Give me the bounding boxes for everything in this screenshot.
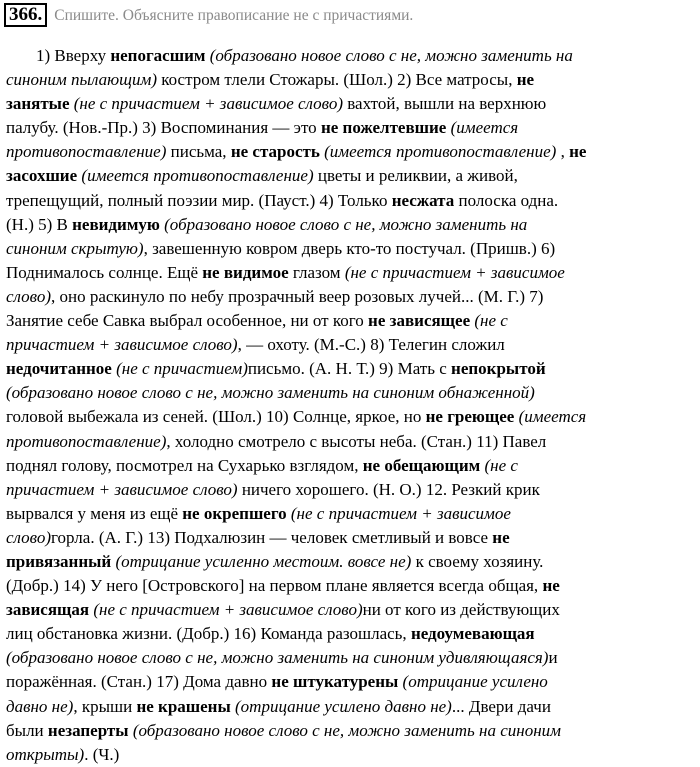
text-line: привязанный (отрицание усиленно местоим. вовсе не) к своему хозяину. [6, 551, 544, 571]
text-line: Поднималось солнце. Ещё не видимое глазом (не с причастием + зависимое [6, 262, 565, 282]
text-line: занятые (не с причастием + зависимое слово) вахтой, вышли на верхнюю [6, 94, 547, 114]
text-line: (образовано новое слово с не, можно заменить на синоним удивляющаяся)и [6, 648, 558, 668]
text-line: вырвался у меня из ещё не окрепшего (не с причастием + зависимое [6, 503, 511, 523]
text-line: слово), оно раскинуло по небу прозрачный веер розовых лучей... (М. Г.) 7) [6, 286, 544, 306]
text-line: давно не), крыши не крашены (отрицание усилено давно не)... Двери дачи [6, 696, 551, 716]
text-line: головой выбежала из сеней. (Шол.) 10) Солнце, яркое, но не греющее (имеется [6, 407, 587, 427]
text-line: зависящая (не с причастием + зависимое слово)ни от кого из действующих [6, 600, 560, 620]
text-line: причастием + зависимое слово), — охоту. (М.-С.) 8) Телегин сложил [6, 335, 505, 355]
text-line: палубу. (Нов.-Пр.) 3) Воспоминания — это не пожелтевшие (имеется [6, 118, 519, 138]
text-line: синоним пылающим) костром тлели Стожары. (Шол.) 2) Все матросы, не [6, 70, 535, 90]
text-line: поражённая. (Стан.) 17) Дома давно не штукатурены (отрицание усилено [6, 672, 548, 692]
text-line: слово)горла. (А. Г.) 13) Подхалюзин — человек сметливый и вовсе не [6, 527, 510, 547]
text-line: трепещущий, полный поэзии мир. (Пауст.) 4) Только несжата полоска одна. [6, 190, 559, 210]
text-line: (Добр.) 14) У него [Островского] на первом плане является всегда общая, не [6, 576, 560, 596]
text-line: открыты). (Ч.) [6, 744, 120, 764]
text-line: недочитанное (не с причастием)письмо. (А. Н. Т.) 9) Мать с непокрытой [6, 359, 546, 379]
text-line: поднял голову, посмотрел на Сухарько взглядом, не обещающим (не с [6, 455, 518, 475]
text-line: противопоставление), холодно смотрело с высоты неба. (Стан.) 11) Павел [6, 431, 547, 451]
exercise-instruction: Спишите. Объясните правописание не с причастиями. [54, 6, 414, 24]
text-line: лиц обстановка жизни. (Добр.) 16) Команда разошлась, недоумевающая [6, 624, 535, 644]
text-line: (Н.) 5) В невидимую (образовано новое слово с не, можно заменить на [6, 214, 528, 234]
text-line: синоним скрытую), завешенную ковром дверь кто-то постучал. (Пришв.) 6) [6, 238, 556, 258]
text-line: противопоставление) письма, не старость (имеется противопоставление) , не [6, 142, 587, 162]
exercise-body [6, 44, 694, 767]
exercise-header [0, 0, 700, 26]
text-line: были незаперты (образовано новое слово с не, можно заменить на синоним [6, 720, 561, 740]
text-line: 1) Вверху непогасшим (образовано новое слово с не, можно заменить на [36, 46, 573, 65]
text-line: засохшие (имеется противопоставление) цветы и реликвии, а живой, [6, 166, 518, 186]
exercise-number-box: 366. [4, 3, 47, 27]
text-line: (образовано новое слово с не, можно заменить на синоним обнаженной) [6, 383, 535, 403]
text-line: причастием + зависимое слово) ничего хорошего. (Н. О.) 12. Резкий крик [6, 479, 540, 499]
text-line: Занятие себе Савка выбрал особенное, ни от кого не зависящее (не с [6, 311, 508, 331]
